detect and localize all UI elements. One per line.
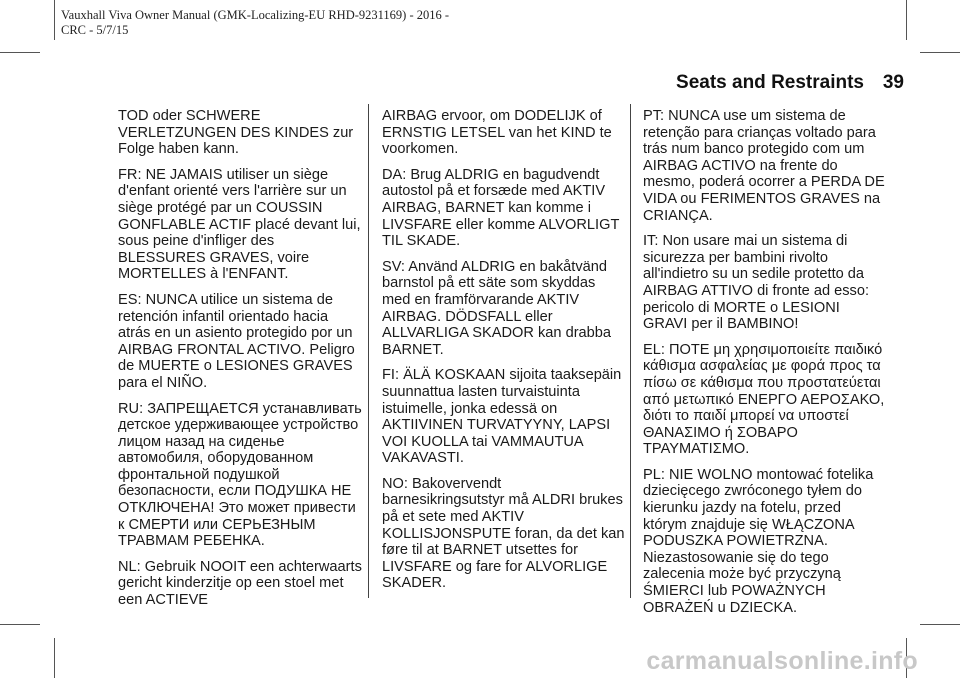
paragraph: SV: Använd ALDRIG en bakåtvänd barnstol på ett säte som skyddas med en framförvarande AKTIV AIRBAG. DÖDSFALL eller ALLVARLIGA SKADOR kan drabba BARNET. xyxy=(382,258,612,358)
paragraph: PT: NUNCA use um sistema de retenção para crianças voltado para trás num banco protegido com um AIRBAG ACTIVO na frente do mesmo, poderá ocorrer a PERDA DE VIDA ou FERIMENTOS GRAVES na CRIANÇA. xyxy=(643,108,885,224)
crop-mark-bottom-left xyxy=(54,638,55,678)
page-number: 39 xyxy=(882,72,904,93)
paragraph: AIRBAG ervoor, om DODELIJK of ERNSTIG LETSEL van het KIND te voorkomen. xyxy=(382,108,612,158)
paragraph: IT: Non usare mai un sistema di sicurezza per bambini rivolto all'indietro su un sedile protetto da AIRBAG ATTIVO di fronte ad esso: pericolo di MORTE o LESIONI GRAVI per il BAMBINO! xyxy=(643,233,870,333)
crop-mark-left-top xyxy=(0,52,40,53)
text-column-2 xyxy=(382,108,627,601)
text-column-3 xyxy=(643,108,888,625)
paragraph: NO: Bakovervendt barnesikringsutstyr må ALDRI brukes på et sete med AKTIV KOLLISJONSPUTE foran, da det kan føre til at BARNET utsettes for LIVSFARE og fare for ALVORLIGE SKADER. xyxy=(382,475,625,592)
column-divider xyxy=(630,104,631,598)
crop-mark-top-right xyxy=(906,0,907,40)
paragraph: FI: ÄLÄ KOSKAAN sijoita taaksepäin suunnattua lasten turvaistuinta istuimelle, jonka edessä on AKTIIVINEN TURVATYYNY, LAPSI VOI KUOLLA tai VAMMAUTUA VAKAVASTI. xyxy=(382,367,622,467)
text-column-1 xyxy=(118,108,363,618)
paragraph: FR: NE JAMAIS utiliser un siège d'enfant orienté vers l'arrière sur un siège protégé par un COUSSIN GONFLABLE ACTIF placé devant lui, sous peine d'infliger des BLESSURES GRAVES, voire MORTELLES à l'ENFANT. xyxy=(118,166,361,283)
section-title: Seats and Restraints xyxy=(676,72,864,93)
document-revision-line: CRC - 5/7/15 xyxy=(61,23,129,37)
paragraph: PL: NIE WOLNO montować fotelika dziecięcego zwróconego tyłem do kierunku jazdy na fotelu, przed którym znajduje się WŁĄCZONA PODUSZKA POWIETRZNA. Niezastosowanie się do tego zalecenia może być przyczyną ŚMIERCI lub POWAŻNYCH OBRAŻEŃ u DZIECKA. xyxy=(643,466,874,616)
paragraph: TOD oder SCHWERE VERLETZUNGEN DES KINDES zur Folge haben kann. xyxy=(118,108,354,158)
crop-mark-right-top xyxy=(920,52,960,53)
paragraph: RU: ЗАПРЕЩАЕТСЯ устанавливать детское удерживающее устройство лицом назад на сиденье автомобиля, оборудованном фронтальной подушкой безопасности, если ПОДУШКА НЕ ОТКЛЮЧЕНА! Это может привести к СМЕРТИ или СЕРЬЕЗНЫМ ТРАВМАМ РЕБЕНКА. xyxy=(118,400,362,550)
crop-mark-right-bottom xyxy=(920,624,960,625)
watermark: carmanualsonline.info xyxy=(646,647,918,675)
paragraph: EL: ΠΟΤΕ μη χρησιμοποιείτε παιδικό κάθισμα ασφαλείας με φορά προς τα πίσω σε κάθισμα που προστατεύεται από μετωπικό ΕΝΕΡΓΟ ΑΕΡΟΣΑΚΟ, διότι το παιδί μπορεί να υποστεί ΘΑΝΑΣΙΜΟ ή ΣΟΒΑΡΟ ΤΡΑΥΜΑΤΙΣΜΟ. xyxy=(643,341,885,458)
paragraph: DA: Brug ALDRIG en bagudvendt autostol på et forsæde med AKTIV AIRBAG, BARNET kan komme i LIVSFARE eller komme ALVORLIGT TIL SKADE. xyxy=(382,166,620,250)
paragraph: NL: Gebruik NOOIT een achterwaarts gericht kinderzitje op een stoel met een ACTIEVE xyxy=(118,558,362,609)
paragraph: ES: NUNCA utilice un sistema de retención infantil orientado hacia atrás en un asiento protegido por un AIRBAG FRONTAL ACTIVO. Peligro de MUERTE o LESIONES GRAVES para el NIÑO. xyxy=(118,291,355,391)
crop-mark-left-bottom xyxy=(0,624,40,625)
document-id-line: Vauxhall Viva Owner Manual (GMK-Localizing-EU RHD-9231169) - 2016 - xyxy=(61,8,450,22)
crop-mark-top-left xyxy=(54,0,55,40)
document-header xyxy=(61,8,449,38)
column-divider xyxy=(368,104,369,598)
